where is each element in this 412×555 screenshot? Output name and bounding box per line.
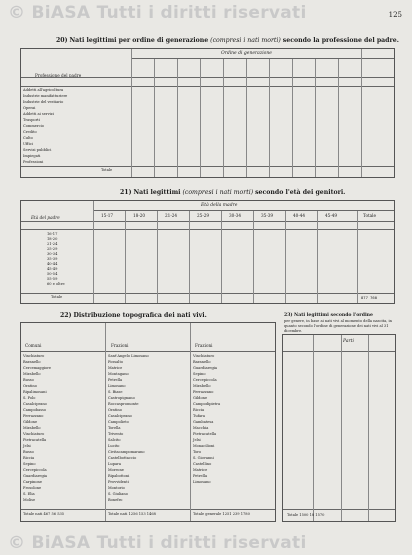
page-number: 125 <box>388 11 402 19</box>
topography-row: Gambatesa <box>193 420 214 424</box>
t21-row: 55-59 <box>47 277 58 281</box>
topography-row: Trivento <box>108 432 124 436</box>
topography-row: Cercemaggiore <box>23 366 52 370</box>
topography-row: Campobasso <box>23 408 47 412</box>
topography-row: Riccia <box>193 408 205 412</box>
topography-row: Vinchiaturo <box>23 354 45 358</box>
topography-row: S. Giuliano <box>108 492 128 496</box>
topography-row: Bonefro <box>108 498 123 502</box>
topography-row: Ripalimosani <box>23 390 47 394</box>
t21-col: 40-44 <box>293 213 306 218</box>
t21-row: 18-20 <box>47 237 58 241</box>
topography-row: Montorio <box>108 486 125 490</box>
t21-col: 45-49 <box>325 213 338 218</box>
topography-row: Jelsi <box>193 438 201 442</box>
topography-row: S. Elia <box>23 492 35 496</box>
table-20-col-header: Ordine di generazione <box>221 51 272 56</box>
table-21-title: 21) Nati legittimi (compresi i nati morti) secondo l'età dei genitori. <box>120 189 346 196</box>
topography-row: Busso <box>23 450 34 454</box>
topography-row: Montagano <box>108 372 129 376</box>
topography-row: Pietracatella <box>193 432 217 436</box>
t20-row: Professioni <box>23 160 44 164</box>
topography-row: Morrone <box>108 468 124 472</box>
topography-row: Pietracatella <box>23 438 47 442</box>
t20-row: Addetti all'agricoltura <box>23 88 64 92</box>
t21-col: 18-20 <box>133 213 146 218</box>
topography-row: Carpinone <box>23 480 42 484</box>
topography-row: Oratino <box>108 408 122 412</box>
t21-col: 30-34 <box>229 213 242 218</box>
topography-row: Torella <box>108 426 121 430</box>
topography-row: Casalciprano <box>23 402 47 406</box>
table-21-col-header: Età della madre <box>201 203 238 208</box>
topography-row: Monacilioni <box>193 444 215 448</box>
topography-row: Campolieto <box>108 420 129 424</box>
topography-row: Campodipietra <box>193 402 221 406</box>
table-20-row-header: Professione del padre <box>35 73 82 78</box>
topography-row: Toro <box>193 450 202 454</box>
topography-row: Vinchiaturo <box>23 432 45 436</box>
topography-row: Ferrazzano <box>23 414 44 418</box>
topography-row: Guardiaregia <box>23 474 48 478</box>
topography-row: Castelbottaccio <box>108 456 137 460</box>
t21-row: 21-24 <box>47 242 58 246</box>
table-23-title: 23) Nati legittimi secondo l'ordine <box>284 313 373 318</box>
topography-row: Vinchiaturo <box>193 354 215 358</box>
topography-row: Matrice <box>108 366 123 370</box>
t22-frazioni-c: Frazioni <box>195 343 213 348</box>
topography-row: Casalciprano <box>108 414 132 418</box>
topography-row: Limosano <box>108 384 126 388</box>
topography-row: Tufara <box>193 414 206 418</box>
table-21-row-header: Età del padre <box>31 215 60 220</box>
t21-row: 16-17 <box>47 232 58 236</box>
topography-row: Castropignano <box>108 396 135 400</box>
t20-row: Trasporti <box>23 118 40 122</box>
topography-row: Civitacampomarano <box>108 450 145 454</box>
topography-row: Provvidenti <box>108 480 129 484</box>
topography-row: Mirabello <box>23 426 41 430</box>
topography-row: Limosano <box>193 480 211 484</box>
topography-row: Frosolone <box>23 486 42 490</box>
t20-row: Culto <box>23 136 33 140</box>
topography-row: Mirabello <box>193 384 211 388</box>
topography-row: S. Biase <box>108 390 123 394</box>
topography-row: Matrice <box>193 468 208 472</box>
t20-row: Credito <box>23 130 37 134</box>
t23-col-header: Parti <box>343 339 354 344</box>
topography-row: Baranello <box>23 360 41 364</box>
topography-row: Jelsi <box>23 444 31 448</box>
table-21 <box>20 200 395 304</box>
t21-col: 15-17 <box>101 213 114 218</box>
t20-row: Operai <box>23 106 36 110</box>
t21-total-value: 877 760 <box>361 295 378 300</box>
topography-row: Petrella <box>108 378 123 382</box>
t20-row: Impiegati <box>23 154 41 158</box>
table-20-title: 20) Nati legittimi per ordine di generazione (compresi i nati morti) secondo la professione del padre. <box>56 37 399 44</box>
t21-total-label: Totale <box>51 295 63 299</box>
t21-row: 35-39 <box>47 257 58 261</box>
t21-row: 25-29 <box>47 247 58 251</box>
topography-row: Salcito <box>108 438 121 442</box>
t21-col: 35-39 <box>261 213 274 218</box>
topography-row: Cercepiccola <box>193 378 217 382</box>
t20-row: Addetti ai servizi <box>23 112 54 116</box>
topography-row: Guardiaregia <box>193 366 218 370</box>
table-20 <box>20 48 395 178</box>
t21-row: 40-44 <box>47 262 58 266</box>
t21-row: 60 e oltre <box>47 282 65 286</box>
t21-col: 21-24 <box>165 213 178 218</box>
t22-comuni-a: Comuni <box>25 343 42 348</box>
topography-row: Sepino <box>193 372 206 376</box>
topography-row: Ferrazzano <box>193 390 214 394</box>
topography-row: Mirabello <box>23 372 41 376</box>
t20-row: Commercio <box>23 124 44 128</box>
topography-row: S. Giovanni <box>193 456 214 460</box>
topography-row: Gildone <box>193 396 208 400</box>
t22-frazioni-b: Frazioni <box>111 343 129 348</box>
table-23 <box>282 334 396 522</box>
topography-row: Molise <box>23 498 36 502</box>
t20-row: Uffici <box>23 142 33 146</box>
t22-total-c: Totale generale 1251 239 1780 <box>193 512 250 516</box>
t22-total-b: Totale nati 1256 153 1468 <box>108 512 156 516</box>
table-22-title: 22) Distribuzione topografica dei nati vivi. <box>60 312 207 319</box>
topography-row: S. Polo <box>23 396 36 400</box>
topography-row: Ripabottoni <box>108 474 130 478</box>
table-23-text: per genere, in base ai nati vivi al momento della nascita, in quanto secondo l'ordine di generazione dei nati vivi al 31 dicembre. <box>284 319 392 333</box>
topography-row: Roccaspromonte <box>108 402 139 406</box>
topography-row: Lucito <box>108 444 120 448</box>
topography-row: Fossalto <box>108 360 124 364</box>
topography-row: Baranello <box>193 360 211 364</box>
t20-row: Servizi pubblici <box>23 148 52 152</box>
topography-row: Oratino <box>23 384 37 388</box>
topography-row: Sepino <box>23 462 36 466</box>
t23-total: Totale 1500 18 1570 <box>287 513 325 517</box>
topography-row: Petrella <box>193 474 208 478</box>
watermark-top: © BiASA Tutti i diritti riservati <box>8 3 307 23</box>
topography-row: Lupara <box>108 462 122 466</box>
topography-row: Sant'Angelo Limosano <box>108 354 149 358</box>
topography-row: Macchia <box>193 426 209 430</box>
topography-row: Riccia <box>23 456 35 460</box>
t20-row: Industrie del vestiario <box>23 100 64 104</box>
t21-row: 30-34 <box>47 252 58 256</box>
t21-col: Totale <box>363 213 376 218</box>
watermark-bottom: © BiASA Tutti i diritti riservati <box>8 533 307 553</box>
t20-row: Industrie manifatturiere <box>23 94 68 98</box>
t21-row: 50-54 <box>47 272 58 276</box>
topography-row: Busso <box>23 378 34 382</box>
topography-row: Cercepiccola <box>23 468 47 472</box>
t21-row: 45-49 <box>47 267 58 271</box>
t22-total-a: Totale nati 467 56 535 <box>23 512 65 516</box>
t21-col: 25-29 <box>197 213 210 218</box>
table-22 <box>20 322 276 522</box>
topography-row: Gildone <box>23 420 38 424</box>
t20-total-label: Totale <box>101 168 113 172</box>
topography-row: Castellino <box>193 462 212 466</box>
